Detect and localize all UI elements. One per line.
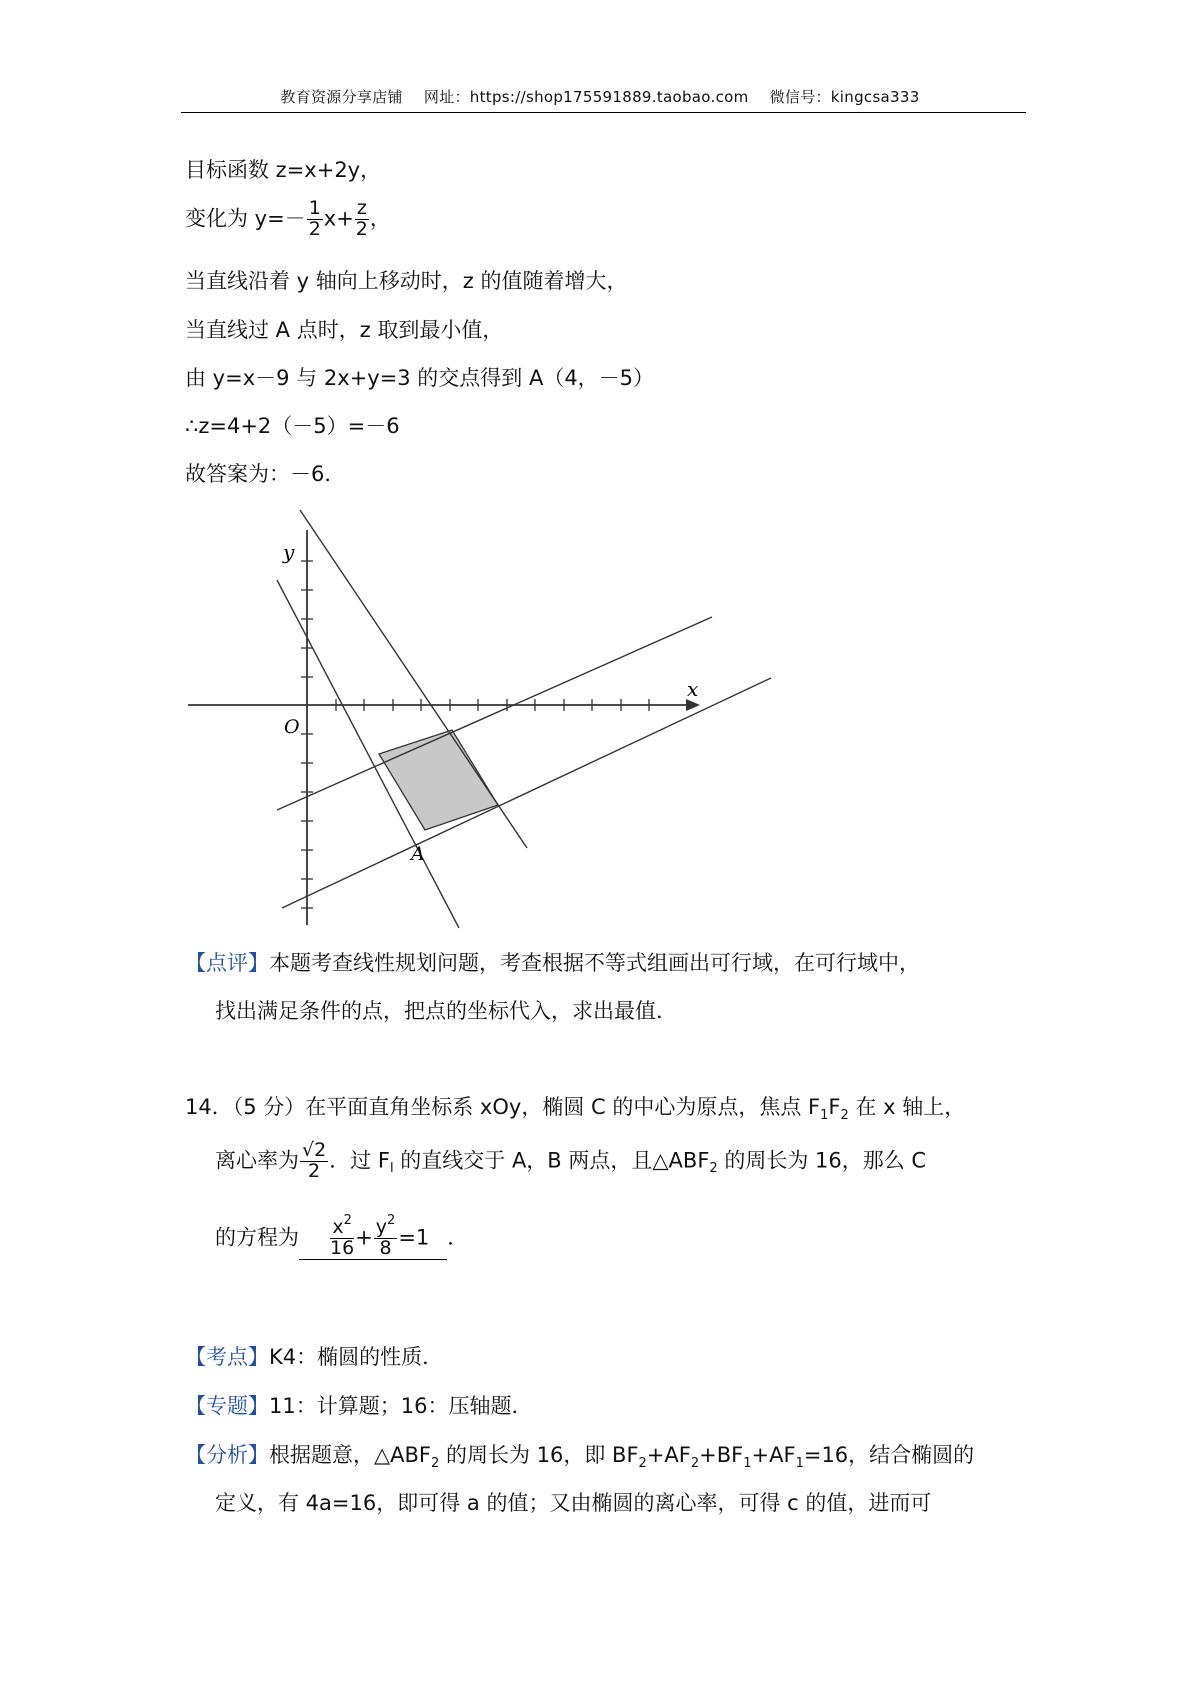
comment-line-2: 找出满足条件的点，把点的坐标代入，求出最值． (215, 999, 677, 1023)
comment-tag: 【点评】 (185, 951, 269, 975)
answer-blank: $\frac{x^2}{16}$ + $\frac{y^2}{8}$ =1 (299, 1218, 447, 1260)
fraction-half: $\frac{1}{2}$ (308, 197, 321, 240)
fraction-x2-over-16: $\frac{x^2}{16}$ (330, 1213, 355, 1259)
solution-line-4: 当直线过 A 点时，z 取到最小值， (185, 318, 504, 342)
q14-line-2: 离心率为 $\frac{√2}{2}$ ．过 $F_l$ 的直线交于 A，B 两点，且$\triangle ABF_2$ 的周长为 16，那么 C (215, 1139, 927, 1182)
solution-line-7: 故答案为：－6． (185, 462, 346, 486)
y-axis-label: y (283, 540, 295, 564)
solution-line-1: 目标函数 z=x+2y， (185, 158, 382, 182)
header-shop: 教育资源分享店铺 (280, 88, 403, 106)
page-header (0, 86, 1200, 107)
fraction-y2-over-8: $\frac{y^2}{8}$ (375, 1213, 396, 1259)
fraction-sqrt2-over-2: $\frac{√2}{2}$ (302, 1139, 327, 1182)
fenxi-line-1: 【分析】根据题意，$\triangle ABF_2$ 的周长为 16，即 $BF_2+AF_2+BF_1+AF_1=16$，结合椭圆的 (185, 1443, 975, 1471)
feasible-region-figure (170, 500, 790, 940)
solution-line-5: 由 y=x－9 与 2x+y=3 的交点得到 A（4，－5） (185, 366, 655, 390)
header-url: 网址：https://shop175591889.taobao.com (423, 88, 749, 106)
fenxi-tag: 【分析】 (185, 1443, 269, 1467)
fraction-z-half: $\frac{z}{2}$ (355, 197, 368, 240)
x-axis-label: x (687, 677, 699, 701)
solution-line-3: 当直线沿着 y 轴向上移动时，z 的值随着增大， (185, 269, 628, 293)
q14-line-3: 的方程为 $\frac{x^2}{16}$ + $\frac{y^2}{8}$ =1 ． (215, 1213, 469, 1259)
boundary-line-4 (282, 678, 771, 908)
zhuanti-line: 【专题】11：计算题；16：压轴题． (185, 1394, 533, 1418)
comment-line-1: 【点评】本题考查线性规划问题，考查根据不等式组画出可行域，在可行域中， (185, 951, 920, 975)
solution-line-6: ∴z=4+2（－5）=－6 (185, 414, 400, 438)
kaodian-line: 【考点】K4：椭圆的性质． (185, 1345, 444, 1369)
fenxi-line-2: 定义，有 4a=16，即可得 a 的值；又由椭圆的离心率，可得 c 的值，进而可 (215, 1491, 932, 1515)
axis-ticks (301, 561, 649, 908)
zhuanti-tag: 【专题】 (185, 1394, 269, 1418)
boundary-line-3 (277, 617, 712, 810)
origin-label: O (284, 716, 300, 738)
solution-line-2: 变化为 y=－ $\frac{1}{2}$ x+ $\frac{z}{2}$ ， (185, 197, 391, 240)
kaodian-tag: 【考点】 (185, 1345, 269, 1369)
header-rule (181, 112, 1026, 113)
point-a-label: A (411, 843, 425, 865)
header-wechat: 微信号：kingcsa333 (769, 88, 920, 106)
q14-line-1: 14．（5 分）在平面直角坐标系 xOy，椭圆 C 的中心为原点，焦点 $F_1F_2$ 在 x 轴上， (185, 1095, 966, 1123)
